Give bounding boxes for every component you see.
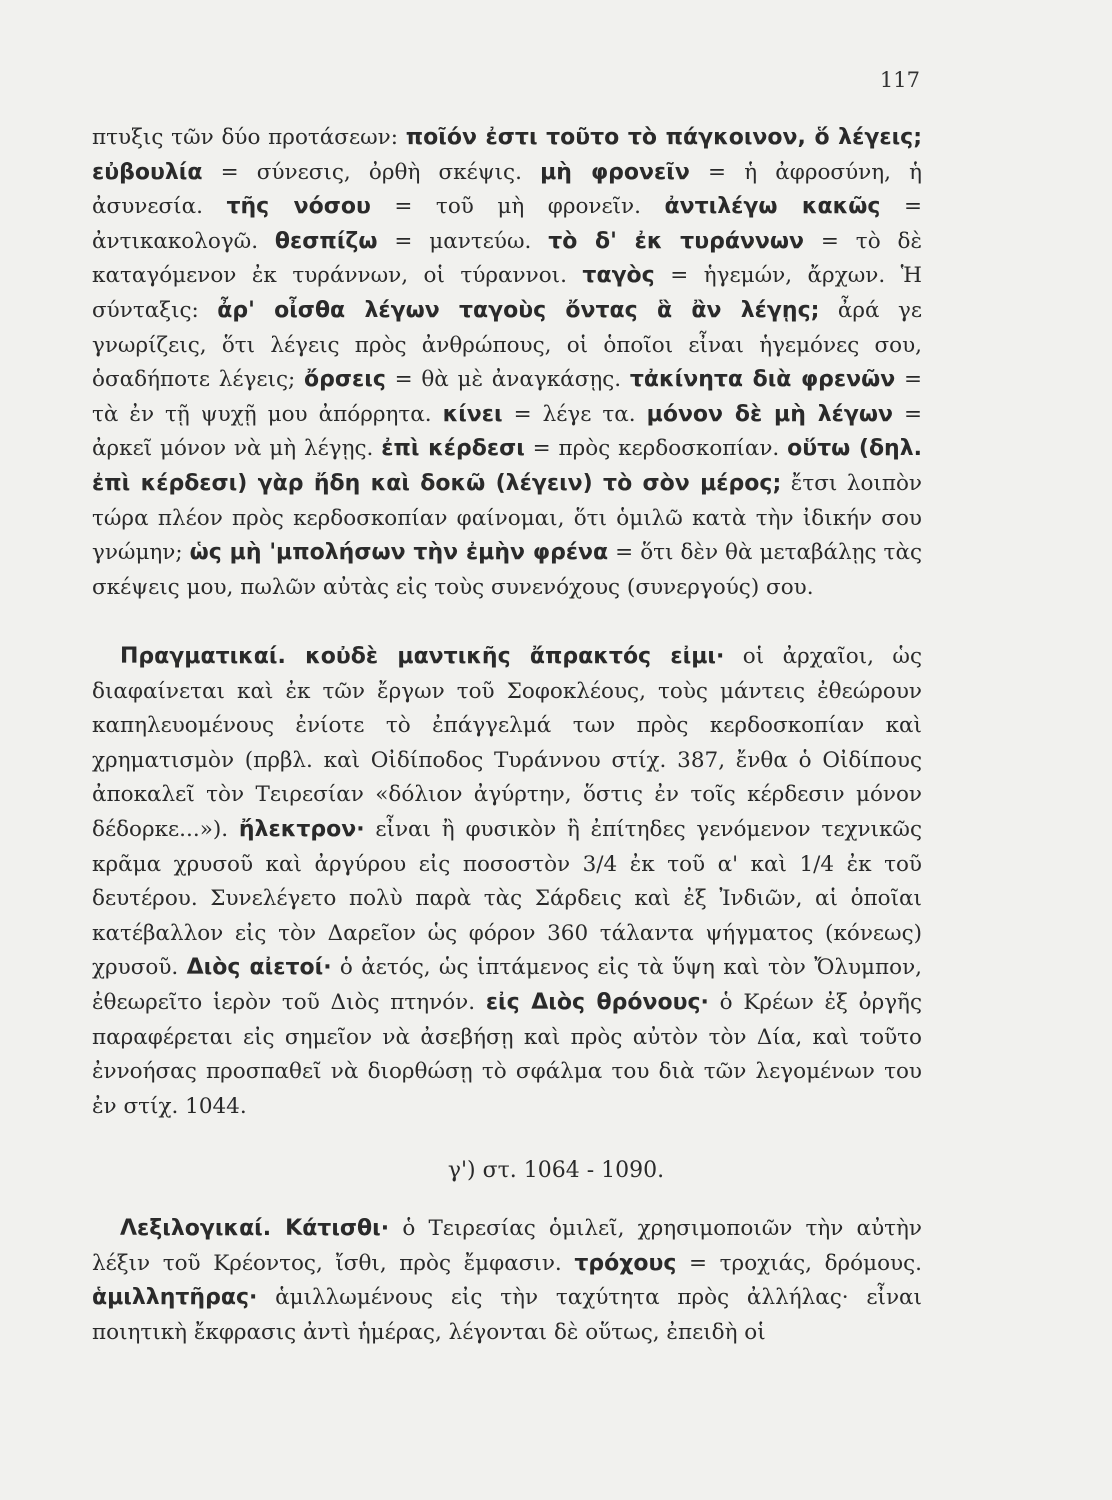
lemma-term: Λεξιλογικαί. Κάτισθι· (120, 1216, 390, 1241)
text-run: = τοῦ μὴ φρονεῖν. (370, 194, 665, 220)
text-run: ἆρά γε γνωρίζεις, ὅτι λέγεις πρὸς ἀνθρώπους, οἱ ὁποῖοι εἶναι ἡγεμόνες σου, ὁσαδήποτε λέγεις; (92, 297, 922, 393)
text-run: = θὰ μὲ ἀναγκάσῃς. (385, 367, 630, 393)
text-run: ὁ Τειρεσίας ὁμιλεῖ, χρησιμοποιῶν τὴν αὐτὴν λέξιν τοῦ Κρέοντος, ἴσθι, πρὸς ἔμφασιν. (92, 1216, 922, 1276)
text-run: = τὸ δὲ καταγόμενον ἐκ τυράννων, οἱ τύραννοι. (92, 228, 922, 289)
text-run: = σύνεσις, ὀρθὴ σκέψις. (202, 159, 541, 185)
lemma-term: τὸ δ' ἐκ τυράννων (548, 228, 805, 254)
section-heading: γ') στ. 1064 - 1090. (447, 1158, 665, 1183)
lemma-term: ἁμιλλητῆρας· (92, 1285, 258, 1311)
text-run: πτυξις τῶν δύο προτάσεων: (92, 125, 406, 150)
lemma-term: ταγὸς (582, 263, 655, 289)
lemma-term: ὡς μὴ 'μπολήσων τὴν ἐμὴν φρένα (189, 540, 609, 566)
text-run: = πρὸς κερδοσκοπίαν. (524, 436, 788, 462)
text-run: = λέγε τα. (502, 401, 647, 427)
text-run: = μαντεύω. (377, 228, 549, 254)
lemma-term: οὕτω (δηλ. ἐπὶ κέρδεσι) γὰρ ἤδη καὶ δοκῶ (λέγειν) τὸ σὸν μέρος; (92, 436, 923, 496)
text-run: ὁ Κρέων ἐξ ὀργῆς παραφέρεται εἰς σημεῖον νὰ ἀσεβήσῃ καὶ πρὸς αὐτὸν τὸν Δία, καὶ τοῦτο ἐννοήσας προσπαθεῖ νὰ διορθώσῃ τὸ σφάλμα του διὰ τῶν λεγομένων του ἐν στίχ. 1044. (92, 989, 922, 1119)
text-run: = τροχιάς, δρόμους. (676, 1250, 922, 1276)
lemma-term: Πραγματικαί. κοὐδὲ μαντικῆς ἄπρακτός εἰμι· (120, 644, 725, 669)
lemma-term: ποῖόν ἐστι τοῦτο τὸ πάγκοινον, ὅ λέγεις; (405, 125, 922, 150)
text-run: = τὰ ἐν τῇ ψυχῇ μου ἀπόρρητα. (92, 367, 922, 427)
text-run: εἶναι ἢ φυσικὸν ἢ ἐπίτηδες γενόμενον τεχνικῶς κρᾶμα χρυσοῦ καὶ ἀργύρου εἰς ποσοστὸν 3/4 ἐκ τοῦ α' καὶ 1/4 ἐκ τοῦ δευτέρου. Συνελέγετο πολὺ παρὰ τὰς Σάρδεις καὶ ἐξ Ἰνδιῶν, αἱ ὁποῖαι κατέβαλλον εἰς τὸν Δαρεῖον ὡς φόρον 360 τάλαντα ψήγματος (κόνεως) χρυσοῦ. (92, 816, 922, 981)
lemma-term: ὄρσεις (304, 367, 386, 393)
lemma-term: ἆρ' οἶσθα λέγων ταγοὺς ὄντας ἃ ἂν λέγῃς; (217, 297, 820, 323)
lemma-term: τἀκίνητα διὰ φρενῶν (629, 367, 896, 393)
text-run: ἔτσι λοιπὸν τώρα πλέον πρὸς κερδοσκοπίαν φαίνομαι, ὅτι ὁμιλῶ κατὰ τὴν ἰδικήν σου γνώμην; (92, 470, 922, 566)
lemma-term: θεσπίζω (274, 228, 378, 254)
lemma-term: μόνον δὲ μὴ λέγων (646, 401, 893, 427)
text-run: = ὅτι δὲν θὰ μεταβάλῃς τὰς σκέψεις μου, πωλῶν αὐτὰς εἰς τοὺς συνενόχους (συνεργούς) σου. (92, 540, 922, 600)
lemma-term: τρόχους (574, 1250, 677, 1276)
text-run: ἁμιλλωμένους εἰς τὴν ταχύτητα πρὸς ἀλλήλας· εἶναι ποιητικὴ ἔκφρασις ἀντὶ ἡμέρας, λέγονται δὲ οὕτως, ἐπειδὴ οἱ (92, 1285, 922, 1345)
lemma-term: ἤλεκτρον· (238, 816, 365, 842)
text-run: οἱ ἀρχαῖοι, ὡς διαφαίνεται καὶ ἐκ τῶν ἔργων τοῦ Σοφοκλέους, τοὺς μάντεις ἐθεώρουν καπηλευομένους ἐνίοτε τὸ ἐπάγγελμά των πρὸς κερδοσκοπίαν καὶ χρηματισμὸν (πρβλ. καὶ Οἰδίποδος Τυράννου στίχ. 387, ἔνθα ὁ Οἰδίπους ἀποκαλεῖ τὸν Τειρεσίαν «δόλιον ἀγύρτην, ὅστις ἐν τοῖς κέρδεσιν μόνον δέδορκε...»). (92, 644, 922, 842)
text-run: ὁ ἀετός, ὡς ἱπτάμενος εἰς τὰ ὕψη καὶ τὸν Ὄλυμπον, ἐθεωρεῖτο ἱερὸν τοῦ Διὸς πτηνόν. (92, 955, 923, 1015)
lemma-term: τῆς νόσου (226, 194, 371, 220)
text-run: = ἀρκεῖ μόνον νὰ μὴ λέγῃς. (92, 401, 922, 462)
notes-paragraph (92, 640, 922, 1124)
lexical-paragraph (92, 1212, 922, 1350)
lemma-term: μὴ φρονεῖν (540, 159, 690, 185)
paragraph-1 (92, 121, 922, 605)
paragraph-2 (92, 640, 922, 1124)
lemma-term: ἀντιλέγω κακῶς (664, 194, 881, 220)
lemma-term: εὐβουλία (92, 159, 203, 185)
text-run: = ἀντικακολογῶ. (92, 194, 922, 254)
lemma-term: εἰς Διὸς θρόνους· (485, 989, 709, 1015)
lemma-term: Διὸς αἰετοί· (186, 955, 332, 981)
page-number: 117 (879, 68, 920, 92)
paragraph-3 (92, 1212, 922, 1350)
lemma-term: ἐπὶ κέρδεσι (381, 436, 525, 462)
glossary-paragraph (92, 121, 922, 605)
text-run: = ἡγεμών, ἄρχων. Ἡ σύνταξις: (92, 263, 922, 323)
lemma-term: κίνει (442, 401, 503, 427)
text-run: = ἡ ἀφροσύνη, ἡ ἀσυνεσία. (92, 159, 922, 220)
